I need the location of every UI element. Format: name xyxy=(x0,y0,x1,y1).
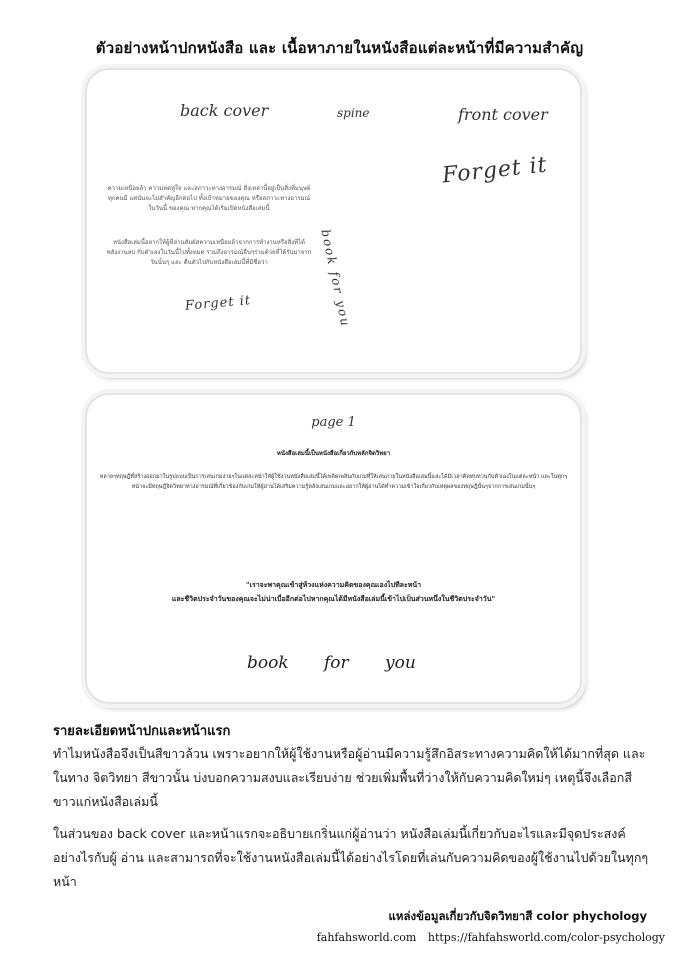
source-label: แหล่งข้อมูลเกี่ยวกับจิตวิทยาสี color phychology xyxy=(388,909,647,923)
back-cover-label: back cover xyxy=(180,101,269,120)
back-cover-paragraph-1: ความเหนื่อยล้า ความหดหู่ใจ และสภาวะทางอารมณ์ สิ่งเหล่านี้อยู่เป็นสิ่งที่มนุษย์ทุกคนมี แต่นั่นจะไม่สำคัญอีกต่อไป ทั้งเป้าหมายของคุณ หรือสภาวะทางอารมณ์ในวันนี้ ของคุณ หากคุณได้เริ่มเปิดหนังสือเล่มนี้ xyxy=(107,185,311,212)
book-cover-mockup xyxy=(85,68,582,374)
page-title: ตัวอย่างหน้าปกหนังสือ และ เนื้อหาภายในหนังสือแต่ละหน้าที่มีความสำคัญ xyxy=(95,39,584,57)
first-page-paragraph: หลายๆทฤษฎีที่สร้างออกมาในรูปแบบเป็นการเล่นเกมง่ายๆในแต่ละหน้าให้ผู้ใช้งานหนังสือเล่มนี้ได้เพลิดเพลินกับเกมที่ให้เล่นภายในหนังสือเล่มนี้และได้มีเวลาคิดทบทวนกับตัวเองในแต่ละหน้า และในทุกๆหน้าจะมีทฤษฎีจิตวิทยาทางอารมณ์ที่เกี่ยวข้องกับเกมให้ผู้อ่านได้เสริมความรู้หลังเล่นเกมและอยากให้ผู้อ่านได้ทำความเข้าใจเกี่ยวกับเหตุผลของทฤษฎีนั้นๆจากการเล่นเกมนั้นๆ xyxy=(99,474,568,490)
spine-text: book for you xyxy=(318,228,353,329)
signature-word-for: for xyxy=(324,653,349,673)
first-page-mockup xyxy=(85,393,582,704)
source-url[interactable]: https://fahfahsworld.com/color-psychology xyxy=(427,931,665,944)
first-page-quote xyxy=(107,578,560,606)
back-cover-title: Forget it xyxy=(184,293,252,314)
quote-line-2: และชีวิตประจำวันของคุณจะไม่น่าเบื่ออีกต่อไปหากคุณได้มีหนังสือเล่มนี้เข้าไปเป็นส่วนหนึ่งในชีวิตประจำวัน" xyxy=(171,595,496,603)
back-cover-paragraph-2: หนังสือเล่มนี้อยากให้ผู้ที่อ่านสัมผัสความเหนื่อยล้าจากการทำงานหรือสิ่งที่ได้พลังงานลบ กับตัวเองในวันนี้ไปทั้งหมด รวมถึงอารมณ์อื่นๆร่วมด้วยที่ได้รับมาจากวันนั้นๆ และ ตื่นตัวไปกับหนังสือเล่มนี้ที่มีชื่อว่า xyxy=(106,239,312,266)
first-page-heading: หนังสือเล่มนี้เป็นหนังสือเกี่ยวกับหลักจิตวิทยา xyxy=(276,450,391,457)
details-paragraph-1: ทำไมหนังสือจึงเป็นสีขาวล้วน เพราะอยากให้ผู้ใช้งานหรือผู้อ่านมีความรู้สึกอิสระทางความคิดให้ได้มากที่สุด และในทาง จิตวิทยา สีขาวนั้น บ่งบอกความสงบและเรียบง่าย ช่วยเพิ่มพื้นที่ว่างให้กับความคิดใหม่ๆ เหตุนี้จึงเลือกสีขาวแก่หนังสือเล่มนี้ xyxy=(53,746,646,809)
signature-word-you: you xyxy=(385,653,416,673)
details-paragraph-2: ในส่วนของ back cover และหน้าแรกจะอธิบายเกริ่นแก่ผู้อ่านว่า หนังสือเล่มนี้เกี่ยวกับอะไรและมีจุดประสงค์อย่างไรกับผู้ อ่าน และสามารถที่จะใช้งานหนังสือเล่มนี้ได้อย่างไรโดยที่เล่นกับความคิดของผู้ใช้งานไปด้วยในทุกๆหน้า xyxy=(53,826,649,889)
source-links xyxy=(317,931,665,944)
spine-label: spine xyxy=(337,106,370,120)
front-cover-label: front cover xyxy=(458,105,548,124)
quote-line-1: "เราจะพาคุณเข้าสู่ห้วงแห่งความคิดของคุณเองไปทีละหน้า xyxy=(245,581,422,589)
front-cover-title: Forget it xyxy=(440,152,549,189)
page-number-label: page 1 xyxy=(311,415,356,430)
source-site[interactable]: fahfahsworld.com xyxy=(316,931,417,944)
details-heading: รายละเอียดหน้าปกและหน้าแรก xyxy=(53,724,231,739)
signature-word-book: book xyxy=(247,653,289,673)
